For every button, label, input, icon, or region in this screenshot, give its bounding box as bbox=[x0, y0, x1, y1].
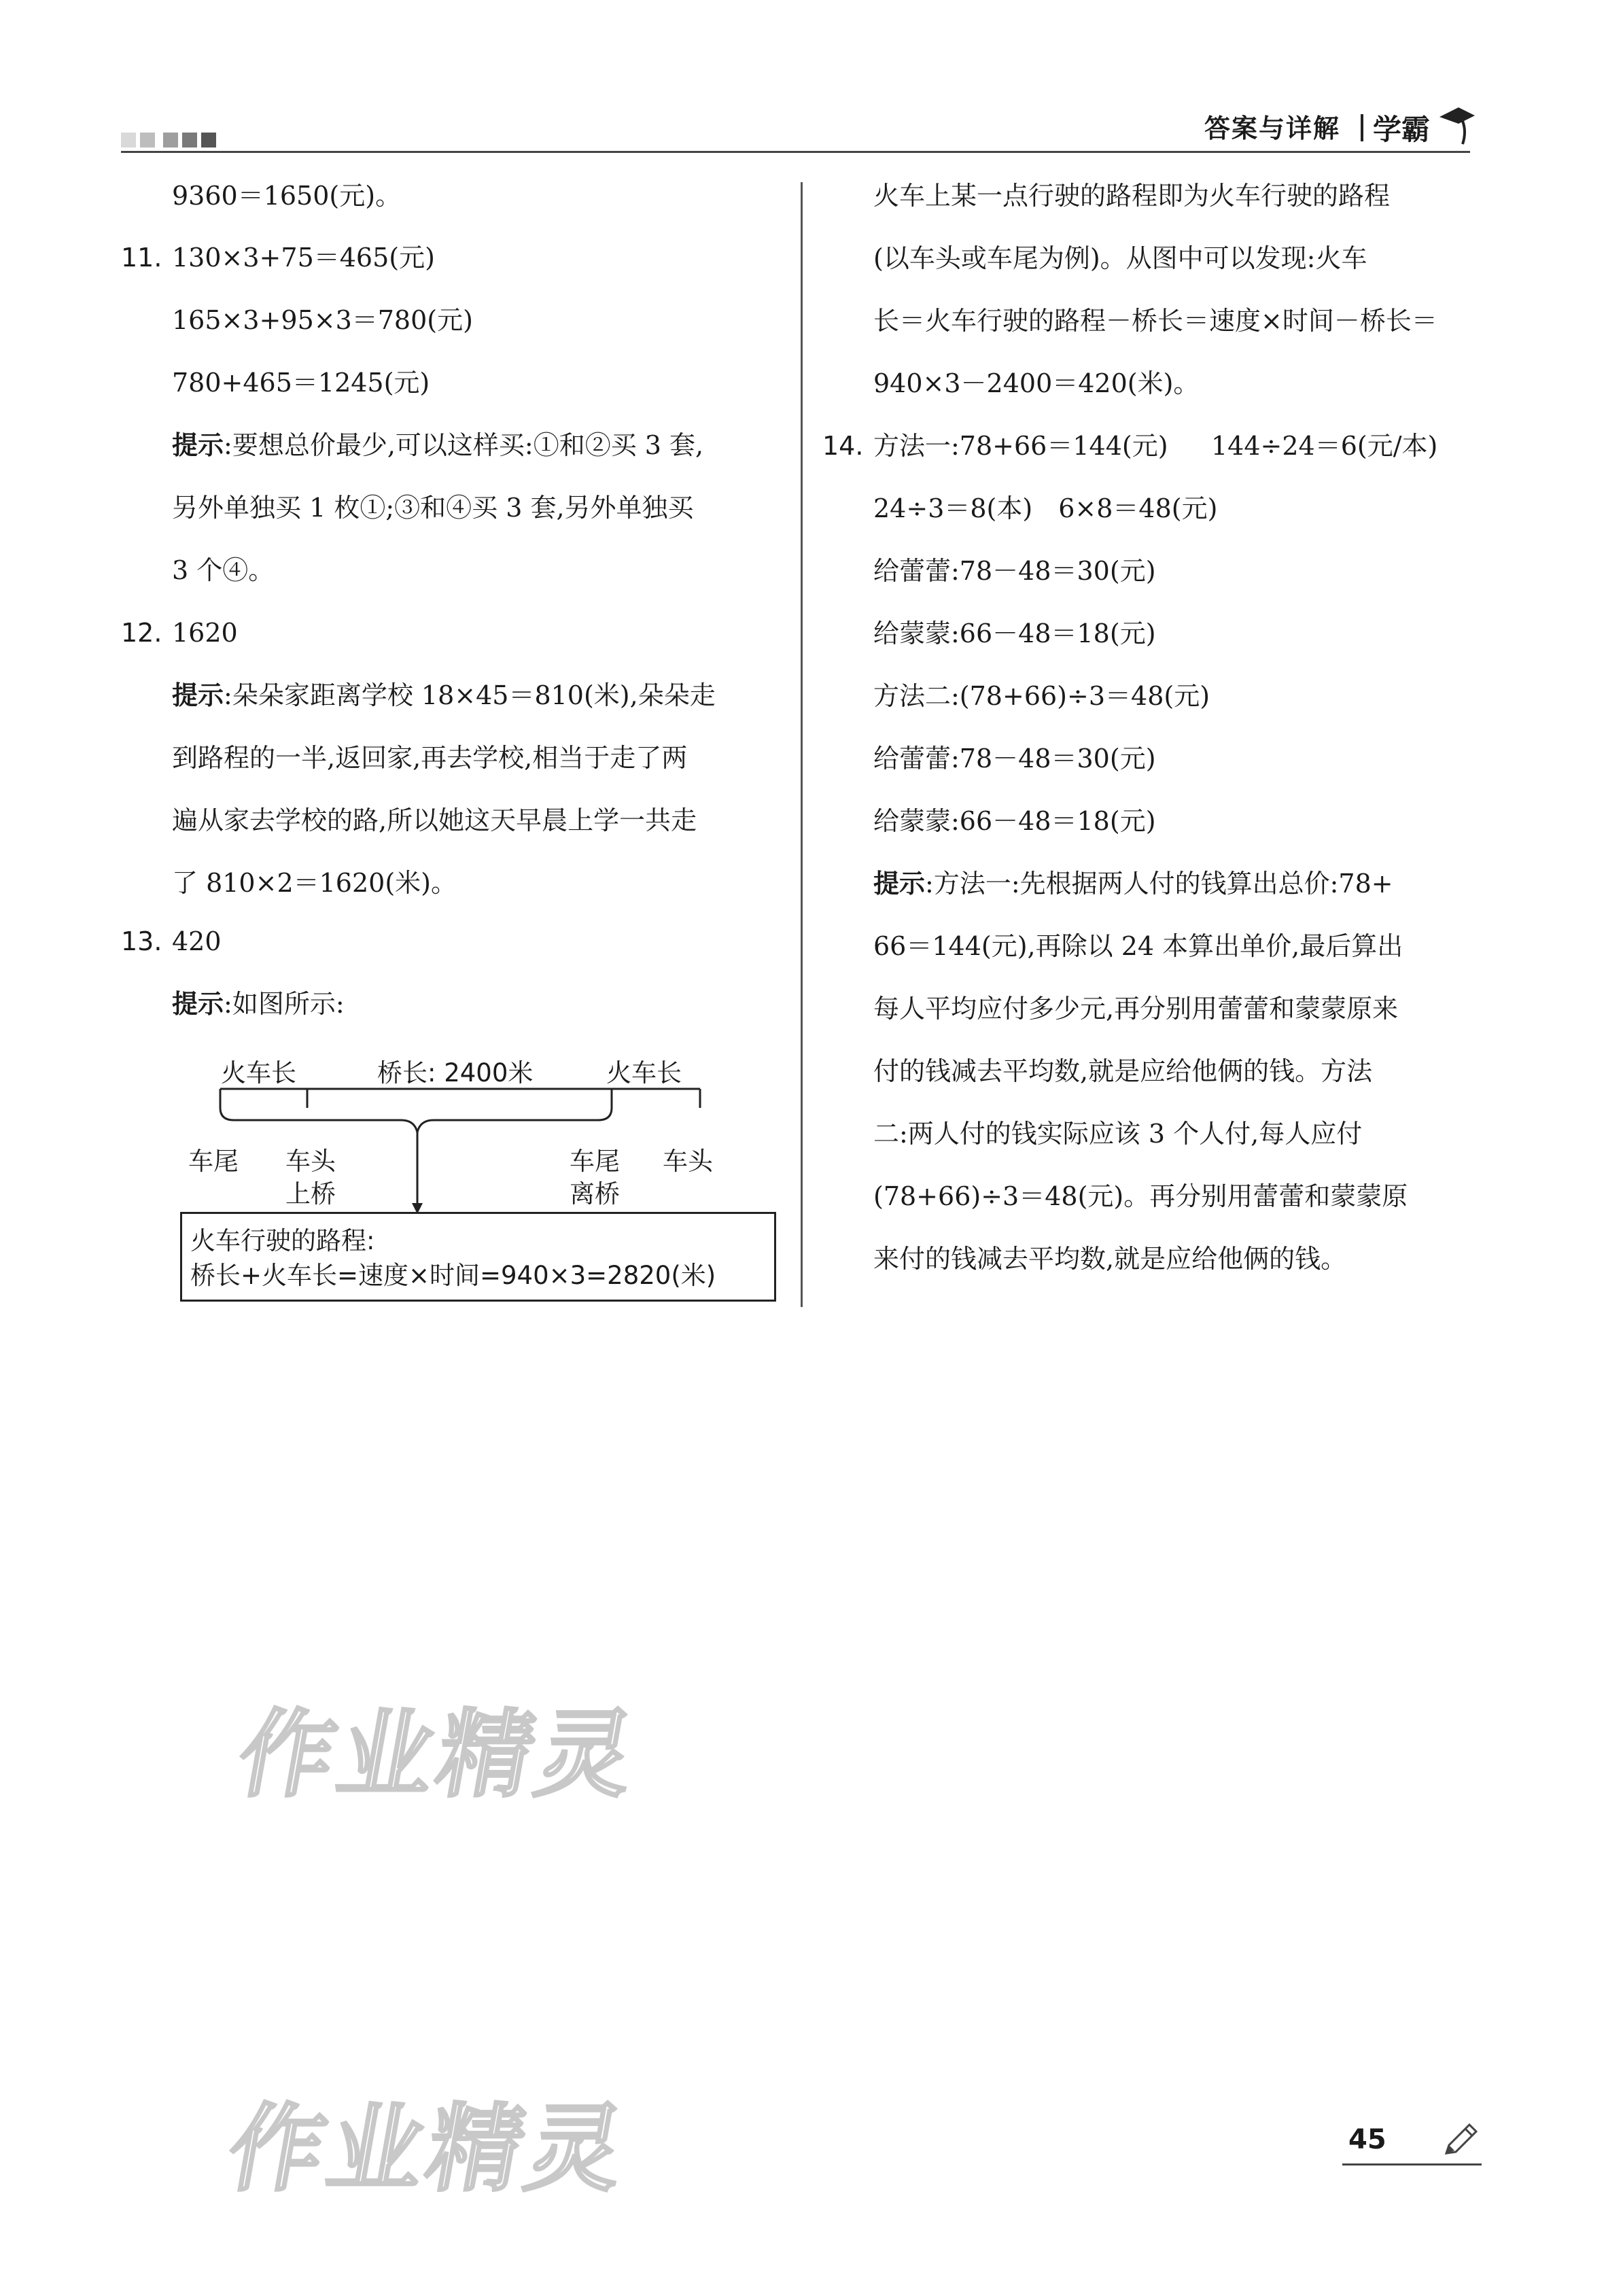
answer-line: 420 bbox=[172, 926, 222, 956]
watermark: 作业精灵 bbox=[220, 2094, 637, 2205]
hint-label: 提示 bbox=[172, 989, 224, 1019]
label-train-length-left: 火车长 bbox=[221, 1058, 296, 1088]
continued-line: 长＝火车行驶的路程－桥长＝速度×时间－桥长＝ bbox=[873, 306, 1437, 336]
answer-line: 给蒙蒙:66－48＝18(元) bbox=[873, 619, 1156, 648]
continued-line: 火车上某一点行驶的路程即为火车行驶的路程 bbox=[873, 181, 1391, 211]
question-number: 12. bbox=[121, 618, 162, 648]
question-number: 11. bbox=[121, 243, 162, 273]
watermark: 作业精灵 bbox=[230, 1700, 647, 1811]
label-head-on: 车头 bbox=[285, 1147, 336, 1176]
header-title: 答案与详解 bbox=[1204, 114, 1341, 143]
answer-line: 给蕾蕾:78－48＝30(元) bbox=[873, 556, 1156, 586]
hint-line: 二:两人付的钱实际应该 3 个人付,每人应付 bbox=[873, 1119, 1363, 1149]
question-number: 13. bbox=[121, 926, 162, 956]
box-line-1: 火车行驶的路程: bbox=[190, 1226, 375, 1255]
column-divider bbox=[801, 182, 803, 1307]
hint-line: 遍从家去学校的路,所以她这天早晨上学一共走 bbox=[172, 805, 697, 835]
hint-text: :要想总价最少,可以这样买:①和②买 3 套, bbox=[224, 430, 704, 460]
hint-line: 到路程的一半,返回家,再去学校,相当于走了两 bbox=[172, 743, 688, 773]
label-tail-off: 车尾 bbox=[570, 1147, 620, 1176]
header-brand: 学霸 bbox=[1373, 113, 1431, 146]
hint-line: 另外单独买 1 枚①;③和④买 3 套,另外单独买 bbox=[172, 493, 694, 523]
header-separator bbox=[1361, 114, 1363, 141]
continued-line: 940×3－2400＝420(米)。 bbox=[873, 368, 1200, 398]
hint-line: 66＝144(元),再除以 24 本算出单价,最后算出 bbox=[873, 931, 1403, 961]
hint-line: 3 个④。 bbox=[172, 555, 275, 585]
hint-line bbox=[172, 680, 716, 711]
answer-line: 165×3+95×3＝780(元) bbox=[172, 305, 473, 335]
page-number: 45 bbox=[1348, 2124, 1386, 2155]
label-on-bridge: 上桥 bbox=[285, 1179, 336, 1208]
hint-line: 每人平均应付多少元,再分别用蕾蕾和蒙蒙原来 bbox=[873, 994, 1399, 1024]
label-head-right: 车头 bbox=[663, 1147, 713, 1176]
header-rule bbox=[121, 151, 1470, 153]
hint-line bbox=[172, 430, 703, 461]
header-square bbox=[182, 133, 197, 147]
label-tail-left: 车尾 bbox=[188, 1147, 239, 1176]
header-square bbox=[121, 133, 136, 147]
answer-line: 给蕾蕾:78－48＝30(元) bbox=[873, 744, 1156, 773]
hint-text: :如图所示: bbox=[224, 989, 345, 1019]
hint-line bbox=[172, 988, 345, 1020]
hint-label: 提示 bbox=[873, 869, 926, 899]
answer-line: 方法二:(78+66)÷3＝48(元) bbox=[873, 681, 1210, 711]
answer-line: 130×3+75＝465(元) bbox=[172, 243, 435, 273]
hint-label: 提示 bbox=[172, 680, 224, 710]
hint-line bbox=[873, 868, 1393, 899]
answer-line: 780+465＝1245(元) bbox=[172, 368, 430, 398]
diagram-lines bbox=[204, 1081, 720, 1217]
hint-line: (78+66)÷3＝48(元)。再分别用蕾蕾和蒙蒙原 bbox=[873, 1181, 1408, 1211]
label-train-length-right: 火车长 bbox=[606, 1058, 682, 1088]
header-square bbox=[201, 133, 216, 147]
curly-brace bbox=[220, 1108, 612, 1132]
header-square bbox=[140, 133, 155, 147]
hint-label: 提示 bbox=[172, 430, 224, 460]
label-bridge-length: 桥长: 2400米 bbox=[377, 1058, 534, 1088]
question-number: 14. bbox=[822, 431, 864, 461]
prev-answer-line: 9360＝1650(元)。 bbox=[172, 181, 402, 211]
hint-line: 付的钱减去平均数,就是应给他俩的钱。方法 bbox=[873, 1056, 1373, 1086]
answer-line: 144÷24＝6(元/本) bbox=[1211, 431, 1438, 461]
box-line-2: 桥长+火车长=速度×时间=940×3=2820(米) bbox=[190, 1261, 716, 1290]
hint-line: 来付的钱减去平均数,就是应给他俩的钱。 bbox=[873, 1244, 1347, 1274]
graduation-cap-icon bbox=[1435, 102, 1476, 150]
label-off-bridge: 离桥 bbox=[570, 1179, 620, 1208]
header-square bbox=[163, 133, 178, 147]
hint-text: :方法一:先根据两人付的钱算出总价:78+ bbox=[925, 869, 1393, 899]
continued-line: (以车头或车尾为例)。从图中可以发现:火车 bbox=[873, 243, 1367, 273]
answer-line: 24÷3＝8(本) 6×8＝48(元) bbox=[873, 493, 1218, 523]
hint-line: 了 810×2＝1620(米)。 bbox=[172, 868, 457, 898]
answer-line: 1620 bbox=[172, 618, 238, 648]
footer-rule bbox=[1342, 2163, 1482, 2165]
pencil-icon bbox=[1439, 2119, 1480, 2160]
answer-line: 方法一:78+66＝144(元) bbox=[873, 431, 1168, 461]
hint-text: :朵朵家距离学校 18×45＝810(米),朵朵走 bbox=[224, 680, 716, 710]
answer-line: 给蒙蒙:66－48＝18(元) bbox=[873, 806, 1156, 836]
